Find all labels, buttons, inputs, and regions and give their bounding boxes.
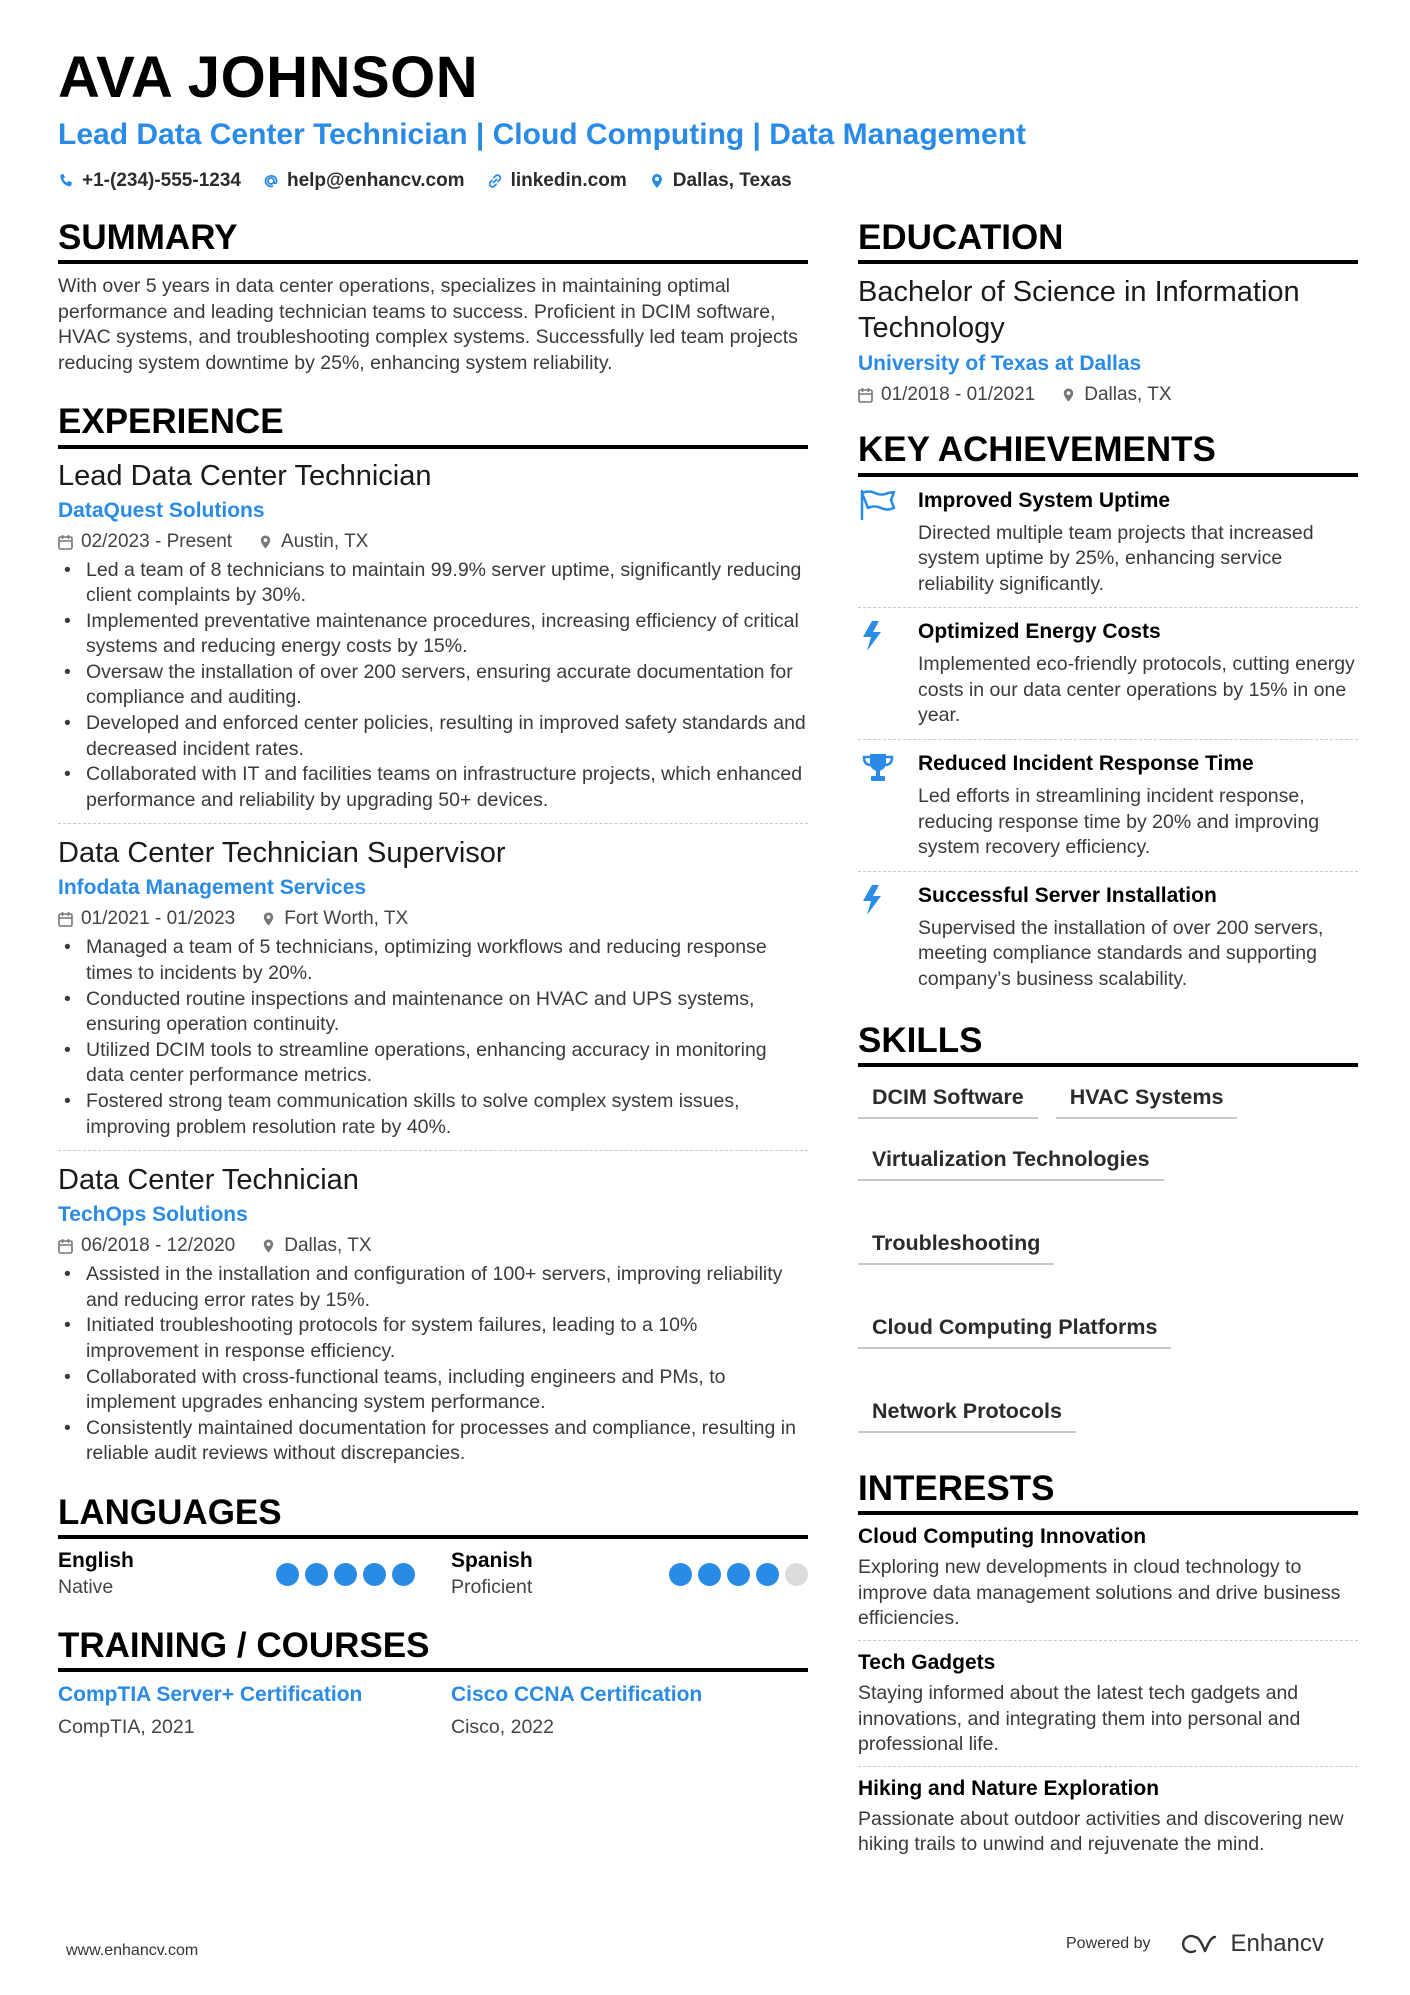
bullet-item: • Consistently maintained documentation for processes and compliance, resulting in reliable audit reviews without discrepancies. xyxy=(58,1416,808,1467)
rating-dot-filled xyxy=(727,1563,750,1586)
interest-desc: Exploring new developments in cloud technology to improve data management solutions and drive business efficiencies. xyxy=(858,1556,1341,1630)
bullet-item: • Implemented preventative maintenance procedures, increasing efficiency of critical systems and reducing energy costs by 15%. xyxy=(58,609,808,660)
experience-heading: EXPERIENCE xyxy=(58,402,808,448)
achievement-desc: Led efforts in streamlining incident response, reducing response time by 20% and improving system recovery efficiency. xyxy=(918,785,1320,859)
achievement-desc: Implemented eco-friendly protocols, cutting energy costs in our data center operations by 15% in one year. xyxy=(918,653,1355,727)
rating-dot-filled xyxy=(669,1563,692,1586)
job-entry xyxy=(58,834,808,1151)
company-name: DataQuest Solutions xyxy=(58,498,265,522)
job-meta xyxy=(58,1233,808,1259)
achievement-title: Improved System Uptime xyxy=(918,488,1171,512)
job-entry xyxy=(58,457,808,825)
education-section xyxy=(858,218,1358,408)
job-meta xyxy=(58,529,808,555)
training-heading: TRAINING / COURSES xyxy=(58,1626,808,1672)
skill-tag: Virtualization Technologies xyxy=(858,1141,1164,1181)
calendar-icon xyxy=(858,387,873,403)
skill-tag: DCIM Software xyxy=(858,1079,1038,1119)
rating-dot-filled xyxy=(756,1563,779,1586)
enhancv-logo-icon xyxy=(1177,1932,1223,1956)
contact-linkedin[interactable] xyxy=(487,170,627,192)
achievement-title: Optimized Energy Costs xyxy=(918,620,1161,644)
interest-title: Cloud Computing Innovation xyxy=(858,1525,1147,1549)
school-name: University of Texas at Dallas xyxy=(858,352,1142,376)
rating-dot-filled xyxy=(698,1563,721,1586)
job-location: Austin, TX xyxy=(258,529,368,555)
achievement-item xyxy=(858,872,1358,1003)
company-name: TechOps Solutions xyxy=(58,1203,248,1227)
lightning-icon xyxy=(858,620,898,652)
interest-item xyxy=(858,1515,1358,1641)
bullet-item: • Conducted routine inspections and maintenance on HVAC and UPS systems, ensuring operation continuity. xyxy=(58,987,808,1038)
calendar-icon xyxy=(58,911,73,927)
interests-heading: INTERESTS xyxy=(858,1469,1358,1515)
courses-list xyxy=(58,1680,808,1744)
rating-dot-filled xyxy=(363,1563,386,1586)
summary-text: With over 5 years in data center operations, specializes in maintaining optimal performance and leading technician teams to success. Proficient in DCIM software, HVAC systems, and troubleshooting complex systems. Successfully led team projects reducing system downtime by 25%, enhancing system reliability. xyxy=(58,275,798,374)
course-item xyxy=(58,1680,415,1744)
achievements-heading: KEY ACHIEVEMENTS xyxy=(858,430,1358,476)
location-pin-icon xyxy=(261,911,276,927)
linkedin-text: linkedin.com xyxy=(510,170,627,191)
right-column xyxy=(858,218,1358,1866)
bullet-item: • Collaborated with cross-functional teams, including engineers and PMs, to implement upgrades enhancing system performance. xyxy=(58,1365,808,1416)
footer-branding xyxy=(1066,1930,1324,1958)
interest-desc: Staying informed about the latest tech gadgets and innovations, and integrating them into personal and professional life. xyxy=(858,1681,1301,1756)
course-item xyxy=(451,1680,808,1744)
skill-tag: Network Protocols xyxy=(858,1393,1076,1433)
bullet-item: • Collaborated with IT and facilities teams on infrastructure projects, which enhanced performance and reliability by upgrading 50+ devices. xyxy=(58,762,808,813)
link-icon xyxy=(487,173,503,189)
job-bullets xyxy=(58,935,808,1140)
rating-dot-filled xyxy=(276,1563,299,1586)
job-title: Data Center Technician Supervisor xyxy=(58,837,506,870)
achievement-title: Reduced Incident Response Time xyxy=(918,752,1254,776)
achievement-item xyxy=(858,608,1358,740)
course-meta: CompTIA, 2021 xyxy=(58,1716,195,1739)
phone-text: +1-(234)-555-1234 xyxy=(82,170,241,191)
course-title: Cisco CCNA Certification xyxy=(451,1683,703,1707)
languages-section xyxy=(58,1493,808,1600)
experience-section xyxy=(58,402,808,1477)
language-item xyxy=(451,1547,808,1600)
location-pin-icon xyxy=(258,534,273,550)
at-icon xyxy=(263,173,279,189)
interest-title: Tech Gadgets xyxy=(858,1650,996,1674)
education-location: Dallas, TX xyxy=(1061,382,1171,408)
job-dates: 02/2023 - Present xyxy=(58,529,232,555)
bullet-item: • Assisted in the installation and configuration of 100+ servers, improving reliability and reducing error rates by 15%. xyxy=(58,1262,808,1313)
job-title: Lead Data Center Technician xyxy=(58,459,432,492)
language-level: Proficient xyxy=(451,1576,533,1599)
language-rating xyxy=(276,1563,415,1600)
brand-name: Enhancv xyxy=(1230,1930,1324,1957)
email-text: help@enhancv.com xyxy=(286,170,465,191)
lightning-icon xyxy=(858,884,898,916)
summary-heading: SUMMARY xyxy=(58,218,808,264)
location-text: Dallas, Texas xyxy=(672,170,792,191)
language-level: Native xyxy=(58,1576,114,1599)
location-pin-icon xyxy=(261,1238,276,1254)
contact-bar xyxy=(58,170,792,192)
achievement-item xyxy=(858,477,1358,609)
summary-section xyxy=(58,218,808,376)
candidate-name: AVA JOHNSON xyxy=(58,45,479,110)
interest-desc: Passionate about outdoor activities and discovering new hiking trails to unwind and rejuvenate the mind. xyxy=(858,1807,1344,1856)
interests-section xyxy=(858,1469,1358,1866)
trophy-icon xyxy=(858,752,898,784)
skill-tag: HVAC Systems xyxy=(1056,1079,1238,1119)
location-pin-icon xyxy=(649,173,665,189)
rating-dot-empty xyxy=(785,1563,808,1586)
company-name: Infodata Management Services xyxy=(58,876,367,900)
left-column xyxy=(58,218,808,1744)
interest-title: Hiking and Nature Exploration xyxy=(858,1776,1160,1800)
achievements-section xyxy=(858,430,1358,1002)
degree-title: Bachelor of Science in Information Technology xyxy=(858,276,1300,345)
bullet-item: • Initiated troubleshooting protocols for system failures, leading to a 10% improvement in response efficiency. xyxy=(58,1313,808,1364)
languages-heading: LANGUAGES xyxy=(58,1493,808,1539)
achievement-desc: Directed multiple team projects that increased system uptime by 25%, enhancing service reliability significantly. xyxy=(918,521,1314,595)
job-meta xyxy=(58,906,808,932)
skill-tag: Cloud Computing Platforms xyxy=(858,1309,1171,1349)
job-entry xyxy=(58,1161,808,1477)
powered-by-label: Powered by xyxy=(1066,1935,1151,1952)
job-location: Dallas, TX xyxy=(261,1233,371,1259)
course-title: CompTIA Server+ Certification xyxy=(58,1683,363,1707)
achievement-desc: Supervised the installation of over 200 servers, meeting compliance standards and supporting company’s business scalability. xyxy=(918,916,1324,991)
bullet-item: • Utilized DCIM tools to streamline operations, enhancing accuracy in monitoring data center performance metrics. xyxy=(58,1038,808,1089)
course-meta: Cisco, 2022 xyxy=(451,1716,554,1739)
skills-section xyxy=(858,1021,1358,1433)
flag-icon xyxy=(858,489,898,521)
achievement-title: Successful Server Installation xyxy=(918,883,1217,907)
bullet-item: • Managed a team of 5 technicians, optimizing workflows and reducing response times to incidents by 20%. xyxy=(58,935,808,986)
language-name: Spanish xyxy=(451,1549,533,1573)
skills-heading: SKILLS xyxy=(858,1021,1358,1067)
skills-list xyxy=(858,1079,1358,1433)
enhancv-logo[interactable] xyxy=(1177,1930,1324,1958)
job-bullets xyxy=(58,558,808,814)
language-name: English xyxy=(58,1549,134,1573)
training-section xyxy=(58,1626,808,1744)
headline: Lead Data Center Technician | Cloud Computing | Data Management xyxy=(58,118,1027,151)
language-item xyxy=(58,1547,415,1600)
rating-dot-filled xyxy=(392,1563,415,1586)
rating-dot-filled xyxy=(305,1563,328,1586)
calendar-icon xyxy=(58,1238,73,1254)
education-meta xyxy=(858,382,1358,408)
job-title: Data Center Technician xyxy=(58,1164,359,1197)
bullet-item: • Oversaw the installation of over 200 servers, ensuring accurate documentation for compliance and auditing. xyxy=(58,660,808,711)
interest-item xyxy=(858,1641,1358,1767)
job-bullets xyxy=(58,1262,808,1467)
job-dates: 06/2018 - 12/2020 xyxy=(58,1233,235,1259)
contact-location xyxy=(649,170,792,192)
languages-list xyxy=(58,1547,808,1600)
achievement-item xyxy=(858,740,1358,872)
job-location: Fort Worth, TX xyxy=(261,906,408,932)
calendar-icon xyxy=(58,534,73,550)
education-dates: 01/2018 - 01/2021 xyxy=(858,382,1035,408)
bullet-item: • Developed and enforced center policies, resulting in improved safety standards and decreased incident rates. xyxy=(58,711,808,762)
phone-icon xyxy=(58,173,74,189)
education-heading: EDUCATION xyxy=(858,218,1358,264)
contact-email[interactable] xyxy=(263,170,465,192)
language-rating xyxy=(669,1563,808,1600)
contact-phone[interactable] xyxy=(58,170,241,192)
bullet-item: • Led a team of 8 technicians to maintain 99.9% server uptime, significantly reducing client complaints by 30%. xyxy=(58,558,808,609)
location-pin-icon xyxy=(1061,387,1076,403)
rating-dot-filled xyxy=(334,1563,357,1586)
job-dates: 01/2021 - 01/2023 xyxy=(58,906,235,932)
interest-item xyxy=(858,1767,1358,1866)
bullet-item: • Fostered strong team communication skills to solve complex system issues, improving problem resolution rate by 40%. xyxy=(58,1089,808,1140)
footer-website[interactable]: www.enhancv.com xyxy=(66,1942,199,1959)
skill-tag: Troubleshooting xyxy=(858,1225,1054,1265)
